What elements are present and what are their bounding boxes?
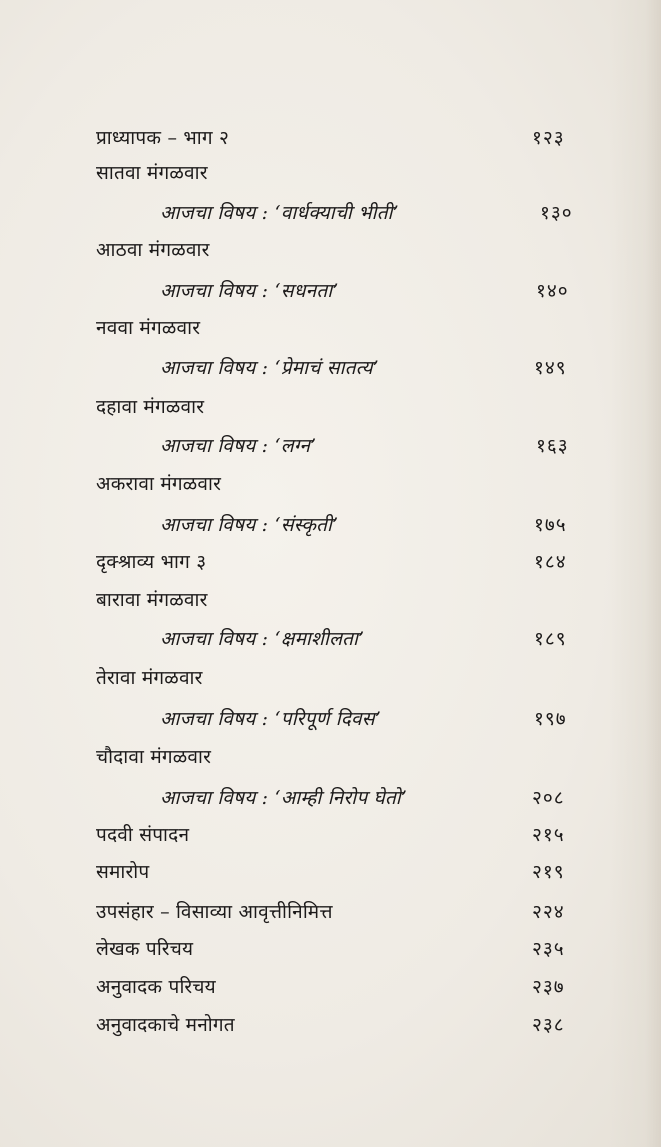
toc-entry-title: सातवा मंगळवार bbox=[96, 162, 208, 184]
toc-entry-title: आजचा विषय : ‘आम्ही निरोप घेतो’ bbox=[160, 787, 408, 809]
toc-entry-title: प्राध्यापक – भाग २ bbox=[96, 127, 230, 149]
toc-entry-page: २०८ bbox=[532, 787, 565, 809]
toc-entry-title: अकरावा मंगळवार bbox=[96, 473, 222, 495]
toc-entry-page: १४९ bbox=[534, 357, 567, 379]
toc-entry-title: लेखक परिचय bbox=[96, 938, 194, 960]
toc-entry-title: आजचा विषय : ‘लग्न’ bbox=[160, 435, 317, 457]
toc-entry-page: १३० bbox=[540, 202, 573, 224]
toc-entry-title: समारोप bbox=[96, 861, 150, 883]
toc-entry-page: १९७ bbox=[534, 708, 567, 730]
toc-entry-page: २१५ bbox=[532, 824, 565, 846]
toc-entry-title: आजचा विषय : ‘वार्धक्याची भीती’ bbox=[160, 202, 399, 224]
toc-entry-title: आठवा मंगळवार bbox=[96, 239, 210, 261]
toc-entry-title: अनुवादकाचे मनोगत bbox=[96, 1014, 235, 1036]
toc-entry-title: आजचा विषय : ‘प्रेमाचं सातत्य’ bbox=[160, 357, 379, 379]
toc-entry-page: २३५ bbox=[532, 938, 565, 960]
toc-entry-page: २२४ bbox=[532, 901, 565, 923]
toc-entry-page: २१९ bbox=[532, 861, 565, 883]
toc-entry-title: तेरावा मंगळवार bbox=[96, 667, 203, 689]
toc-entry-title: आजचा विषय : ‘क्षमाशीलता’ bbox=[160, 628, 365, 650]
toc-entry-title: पदवी संपादन bbox=[96, 824, 190, 846]
toc-entry-page: २३८ bbox=[532, 1014, 565, 1036]
toc-entry-title: दहावा मंगळवार bbox=[96, 396, 205, 418]
toc-entry-title: नववा मंगळवार bbox=[96, 317, 201, 339]
toc-entry-title: बारावा मंगळवार bbox=[96, 589, 208, 611]
toc-entry-title: आजचा विषय : ‘परिपूर्ण दिवस’ bbox=[160, 708, 382, 730]
toc-entry-page: २३७ bbox=[532, 976, 565, 998]
toc-entry-page: १२३ bbox=[532, 127, 565, 149]
toc-entry-page: १८९ bbox=[534, 628, 567, 650]
toc-entry-title: अनुवादक परिचय bbox=[96, 976, 216, 998]
toc-entry-page: १७५ bbox=[534, 514, 567, 536]
toc-entry-page: १६३ bbox=[536, 435, 569, 457]
toc-entry-title: आजचा विषय : ‘संस्कृती’ bbox=[160, 514, 339, 536]
toc-entry-page: १८४ bbox=[534, 551, 567, 573]
toc-entry-title: चौदावा मंगळवार bbox=[96, 746, 212, 768]
toc-entry-title: उपसंहार – विसाव्या आवृत्तीनिमित्त bbox=[96, 901, 333, 923]
toc-entry-page: १४० bbox=[536, 280, 569, 302]
toc-entry-title: आजचा विषय : ‘सधनता’ bbox=[160, 280, 339, 302]
toc-entry-title: दृक्श्राव्य भाग ३ bbox=[96, 551, 207, 573]
